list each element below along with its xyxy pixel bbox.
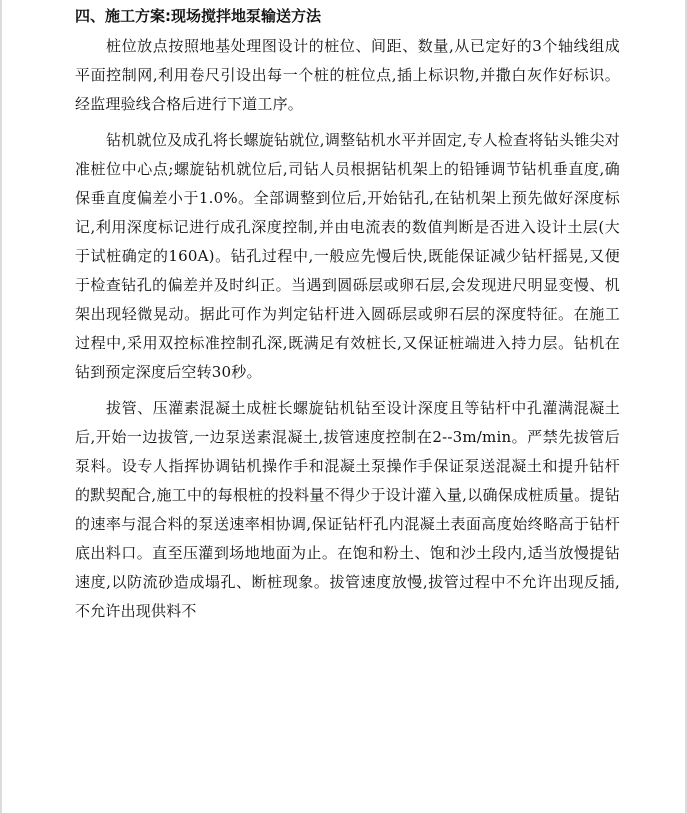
paragraph-drilling: 钻机就位及成孔将长螺旋钻就位,调整钻机水平并固定,专人检查将钻头锥尖对准桩位中心点;螺旋钻机就位后,司钻人员根据钻机架上的铅锤调节钻机垂直度,确保垂直度偏差小于1.0%。全部调整到位后,开始钻孔,在钻机架上预先做好深度标记,利用深度标记进行成孔深度控制,并由电流表的数值判断是否进入设计土层(大于试桩确定的160A)。钻孔过程中,一般应先慢后快,既能保证减少钻杆摇晃,又便于检查钻孔的偏差并及时纠正。当遇到圆砾层或卵石层,会发现进尺明显变慢、机架出现轻微晃动。据此可作为判定钻杆进入圆砾层或卵石层的深度特征。在施工过程中,采用双控标准控制孔深,既满足有效桩长,又保证桩端进入持力层。钻机在钻到预定深度后空转30秒。 (75, 131, 620, 381)
section-heading: 四、施工方案:现场搅拌地泵输送方法 (75, 7, 322, 25)
page-left-border (0, 0, 2, 813)
document-body (75, 2, 620, 626)
paragraph-pile-positioning: 桩位放点按照地基处理图设计的桩位、间距、数量,从已定好的3个轴线组成平面控制网,利用卷尺引设出每一个桩的桩位点,插上标识物,并撒白灰作好标识。经监理验线合格后进行下道工序。 (75, 37, 620, 113)
paragraph-pipe-pulling: 拔管、压灌素混凝土成桩长螺旋钻机钻至设计深度且等钻杆中孔灌满混凝土后,开始一边拔管,一边泵送素混凝土,拔管速度控制在2--3m/min。严禁先拔管后泵料。设专人指挥协调钻机操作手和混凝土泵操作手保证泵送混凝土和提升钻杆的默契配合,施工中的每根桩的投料量不得少于设计灌入量,以确保成桩质量。提钻的速率与混合料的泵送速率相协调,保证钻杆孔内混凝土表面高度始终略高于钻杆底出料口。直至压灌到场地地面为止。在饱和粉土、饱和沙土段内,适当放慢提钻速度,以防流砂造成塌孔、断桩现象。拔管速度放慢,拔管过程中不允许出现反插,不允许出现供料不 (75, 399, 620, 620)
